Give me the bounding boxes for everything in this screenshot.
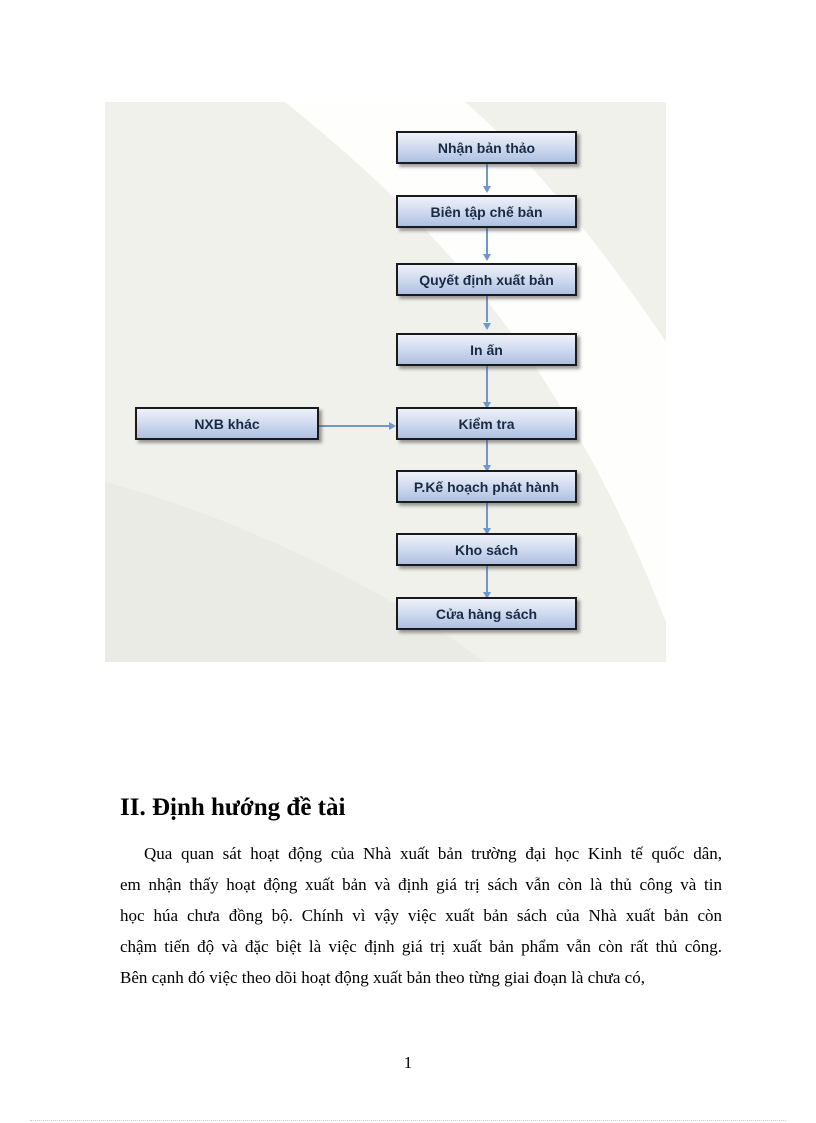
connector-arrow: [483, 254, 491, 261]
flow-step-box: Quyết định xuất bản: [396, 263, 577, 296]
footer-divider: [30, 1120, 786, 1121]
connector-line: [486, 164, 488, 186]
paragraph-line: học húa chưa đồng bộ. Chính vì vậy việc xuất bản sách của Nhà xuất bản còn: [120, 906, 722, 925]
flow-step-box: Nhận bản thảo: [396, 131, 577, 164]
connector-arrow-right: [389, 422, 396, 430]
flow-step-box: Kho sách: [396, 533, 577, 566]
connector-arrow: [483, 186, 491, 193]
paragraph-line: Qua quan sát hoạt động của Nhà xuất bản trường đại học Kinh tế quốc dân,: [144, 844, 722, 863]
flow-step-box: Kiểm tra: [396, 407, 577, 440]
flow-step-box: Cửa hàng sách: [396, 597, 577, 630]
side-input-box: NXB khác: [135, 407, 319, 440]
connector-line: [486, 503, 488, 528]
flow-step-box: Biên tập chế bản: [396, 195, 577, 228]
connector-line: [486, 366, 488, 402]
flow-step-box: In ấn: [396, 333, 577, 366]
paragraph-line: chậm tiến độ và đặc biệt là việc định giá trị xuất bản phẩm vẫn còn rất thủ công.: [120, 937, 722, 956]
connector-line: [486, 228, 488, 254]
connector-line: [486, 296, 488, 322]
paragraph-line: Bên cạnh đó việc theo dõi hoạt động xuất bản theo từng giai đoạn là chưa có,: [120, 968, 645, 987]
connector-line-horizontal: [319, 425, 390, 427]
section-heading: II. Định hướng đề tài: [120, 794, 346, 821]
connector-line: [486, 440, 488, 465]
connector-line: [486, 566, 488, 592]
flowchart-figure: [105, 102, 666, 662]
decorative-swoosh-background: [105, 102, 666, 662]
connector-arrow: [483, 323, 491, 330]
paragraph-line: em nhận thấy hoạt động xuất bản và định giá trị sách vẫn còn là thủ công và tin: [120, 875, 722, 894]
flow-step-box: P.Kế hoạch phát hành: [396, 470, 577, 503]
section-paragraph: [120, 838, 722, 993]
page-number: 1: [403, 1053, 413, 1072]
